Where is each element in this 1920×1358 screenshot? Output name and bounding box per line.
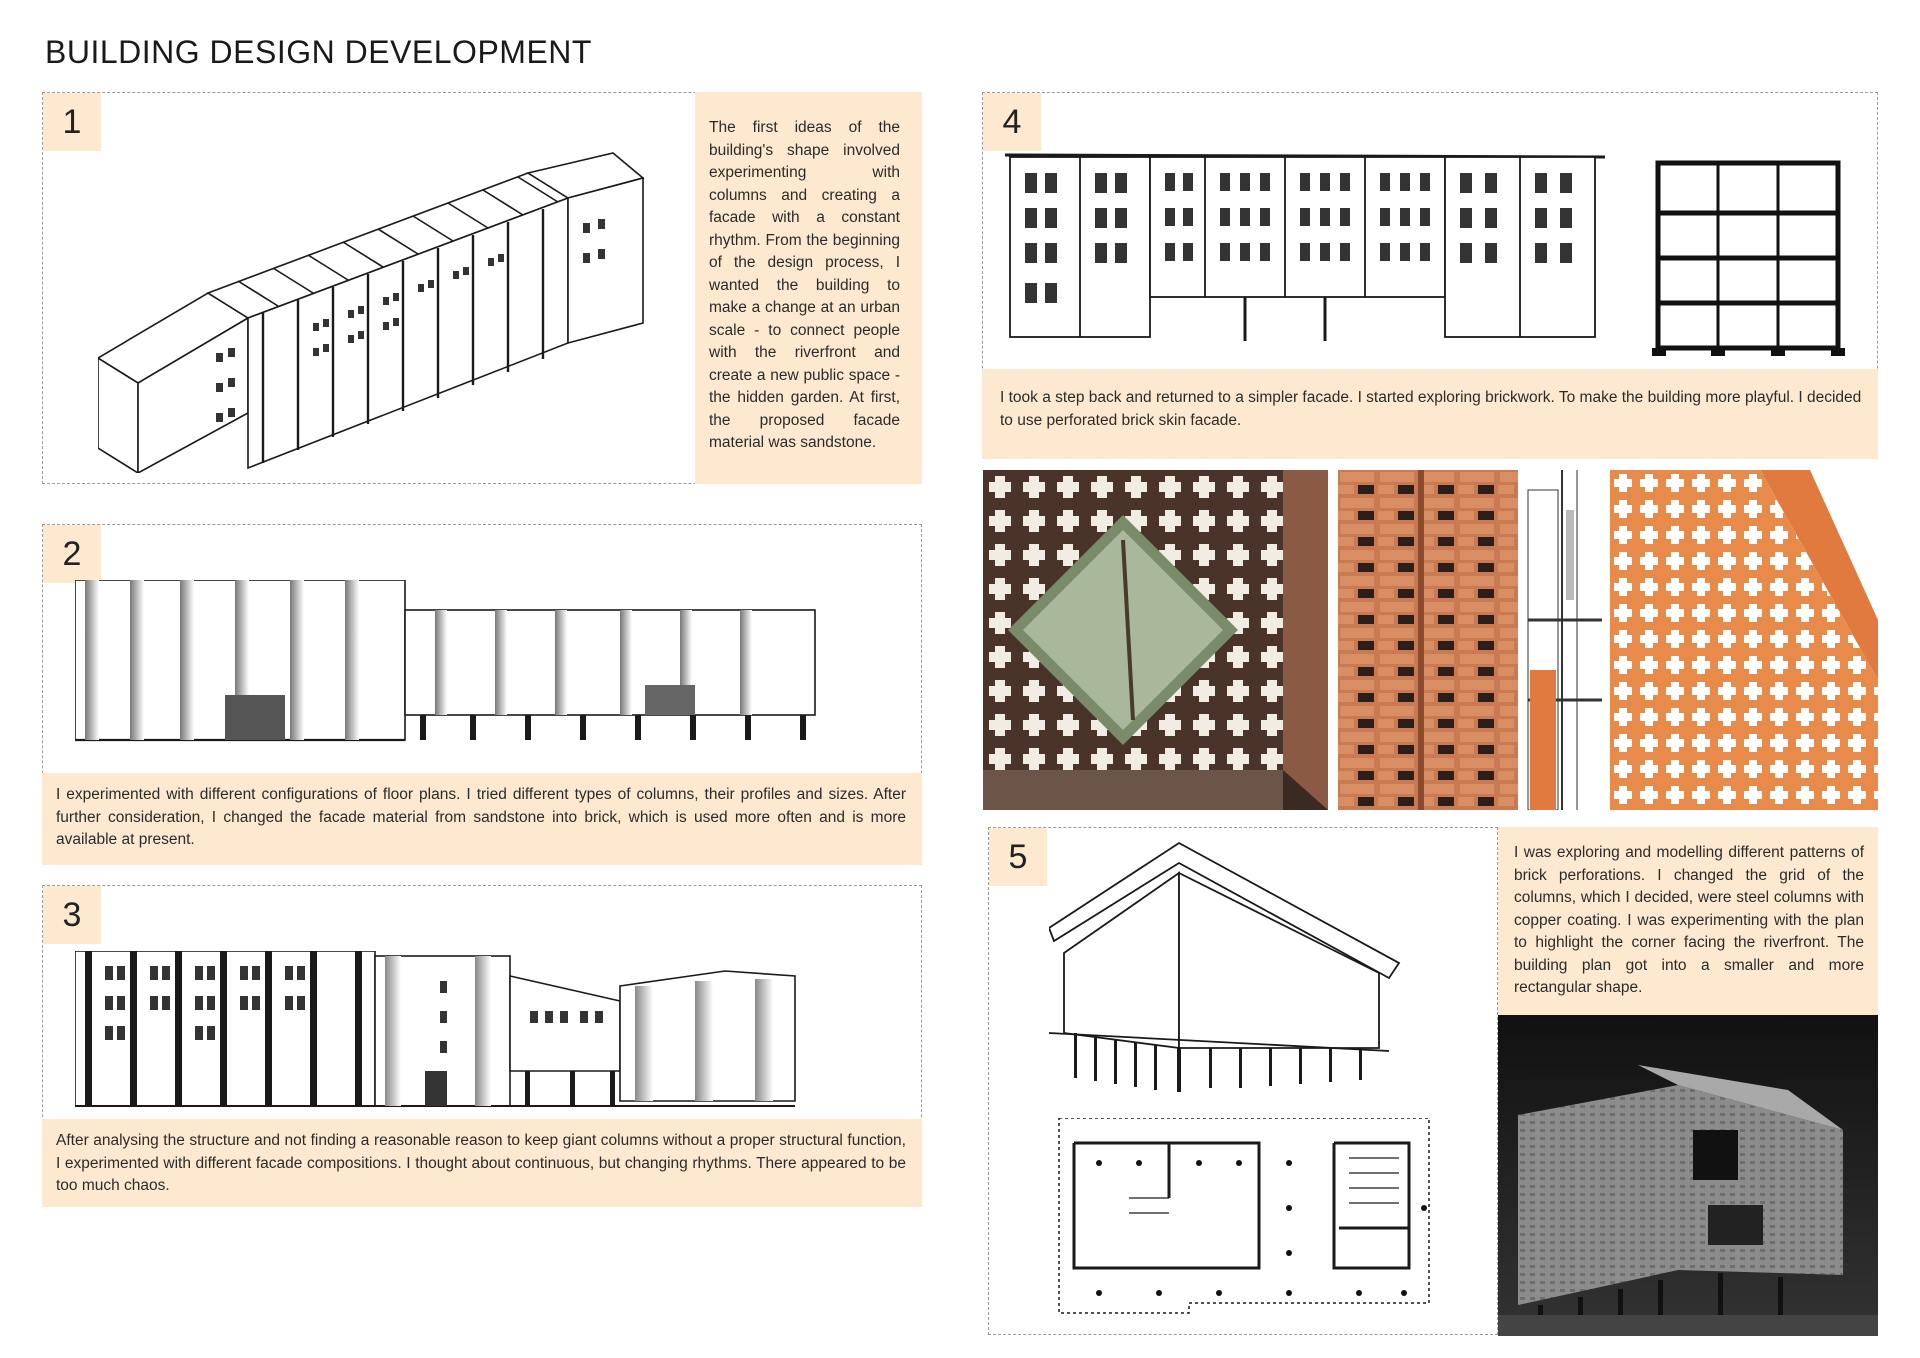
render-image: [1498, 1015, 1878, 1336]
page-title: BUILDING DESIGN DEVELOPMENT: [45, 34, 592, 70]
isometric-sketch: [98, 143, 718, 473]
panel-2-caption: I experimented with different configurations of floor plans. I tried different types of columns, their profiles and sizes. After further consideration, I changed the facade material from sandstone into brick, which is used more often and is more available at present.: [42, 773, 922, 865]
panel-3-caption: After analysing the structure and not finding a reasonable reason to keep giant columns without a proper structural function, I experimented with different facade compositions. I thought about continuous, but changing rhythms. There appeared to be too much chaos.: [42, 1119, 922, 1207]
panel-2: [42, 524, 922, 864]
panel-number: 5: [989, 828, 1047, 886]
brick-column-photo: [1338, 470, 1518, 810]
panel-5: [988, 827, 1498, 1335]
panel-number: 1: [43, 93, 101, 151]
panel-number: 4: [983, 93, 1041, 151]
panel-3: [42, 885, 922, 1207]
structural-frame-sketch: [1648, 158, 1848, 363]
panel-4: [982, 92, 1878, 458]
perforation-pattern-drawing: [1610, 470, 1878, 810]
panel-number: 2: [43, 525, 101, 583]
panel-4-caption: I took a step back and returned to a simpler facade. I started exploring brickwork. To make the building more playful. I decided to use perforated brick skin facade.: [982, 369, 1878, 459]
panel-1-caption: The first ideas of the building's shape involved experimenting with columns and creating a facade with a constant rhythm. From the beginning of the design process, I wanted the building to make a change at an urban scale - to connect people with the riverfront and create a new public space - the hidden garden. At first, the proposed facade material was sandstone.: [695, 92, 922, 484]
panel-number: 3: [43, 886, 101, 944]
elevation-sketch: [75, 951, 925, 1111]
panel-1: [42, 92, 922, 484]
facade-elevation-sketch: [1005, 153, 1605, 343]
panel-5-caption: I was exploring and modelling different patterns of brick perforations. I changed the grid of the columns, which I decided, were steel columns with copper coating. I was experimenting with the plan to highlight the corner facing the riverfront. The building plan got into a smaller and more rectangular shape.: [1498, 827, 1878, 1015]
floor-plan-sketch: [1039, 1118, 1439, 1318]
elevation-sketch: [75, 580, 925, 750]
perspective-sketch: [1049, 833, 1409, 1093]
wall-section-drawing: [1522, 470, 1604, 810]
brick-screen-photo: [983, 470, 1328, 810]
